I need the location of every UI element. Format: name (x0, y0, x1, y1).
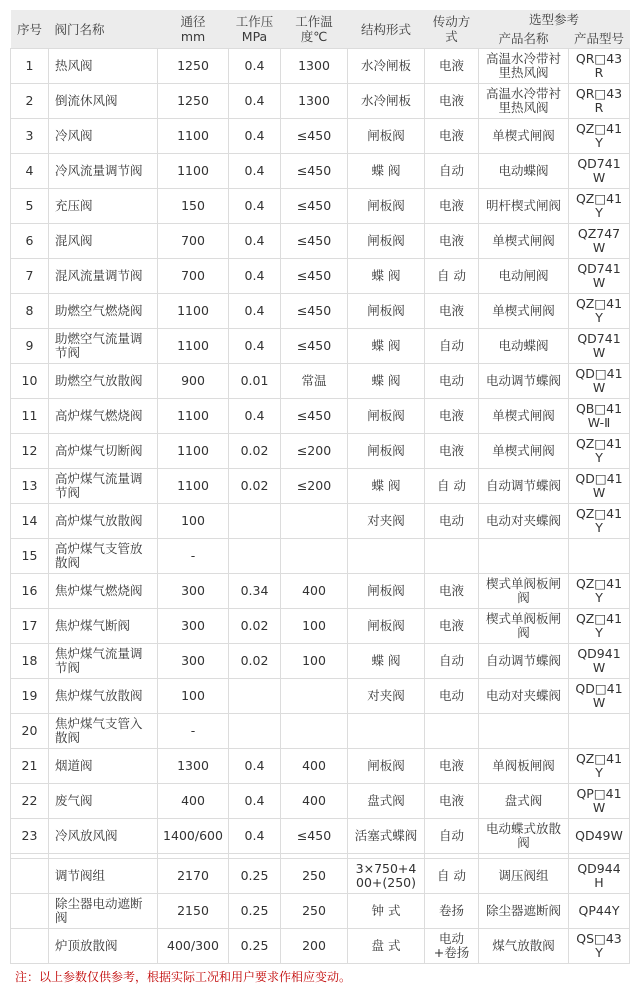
table-cell: 盘式阀 (479, 784, 569, 819)
table-cell: 对夹阀 (348, 504, 425, 539)
table-cell: 0.4 (229, 819, 281, 854)
table-cell: 闸板阀 (348, 609, 425, 644)
table-cell: QD49W (569, 819, 630, 854)
table-cell: 高炉煤气切断阀 (49, 434, 158, 469)
table-cell: QR□43R (569, 49, 630, 84)
table-cell: 1100 (158, 399, 229, 434)
table-row (11, 49, 630, 84)
table-cell: 充压阀 (49, 189, 158, 224)
table-cell: 电动对夹蝶阀 (479, 679, 569, 714)
table-cell: 烟道阀 (49, 749, 158, 784)
table-cell: 助燃空气放散阀 (49, 364, 158, 399)
table-row (11, 644, 630, 679)
table-cell: 水冷闸板 (348, 49, 425, 84)
header-col-drive: 传动方式 (425, 10, 479, 49)
table-cell: 0.34 (229, 574, 281, 609)
table-cell (281, 679, 348, 714)
table-cell: 1300 (281, 84, 348, 119)
table-cell: ≤450 (281, 819, 348, 854)
table-cell: 1100 (158, 469, 229, 504)
table-cell: 自动 (425, 154, 479, 189)
table-cell: 蝶 阀 (348, 259, 425, 294)
table-cell: 自动调节蝶阀 (479, 644, 569, 679)
table-cell: 0.4 (229, 329, 281, 364)
table-cell: QD□41W (569, 679, 630, 714)
table-cell: 700 (158, 224, 229, 259)
table-cell: 100 (158, 679, 229, 714)
table-cell: 钟 式 (348, 894, 425, 929)
table-row (11, 329, 630, 364)
table-cell: QS□43Y (569, 929, 630, 964)
table-cell: QB□41W-Ⅱ (569, 399, 630, 434)
table-cell: 高温水冷带衬里热风阀 (479, 49, 569, 84)
table-cell: 冷风放风阀 (49, 819, 158, 854)
table-cell: 电液 (425, 434, 479, 469)
table-cell: 100 (281, 609, 348, 644)
table-cell: QZ□41Y (569, 749, 630, 784)
table-row (11, 259, 630, 294)
table-cell: 0.4 (229, 84, 281, 119)
table-cell: 20 (11, 714, 49, 749)
table-cell: ≤450 (281, 154, 348, 189)
table-cell: 0.4 (229, 259, 281, 294)
table-cell: 1400/600 (158, 819, 229, 854)
table-cell (281, 504, 348, 539)
header-col-name: 阀门名称 (49, 10, 158, 49)
table-cell: 0.4 (229, 294, 281, 329)
table-row (11, 609, 630, 644)
table-cell: 150 (158, 189, 229, 224)
table-cell (11, 929, 49, 964)
table-cell: 蝶 阀 (348, 469, 425, 504)
table-cell: 0.25 (229, 859, 281, 894)
table-cell: 400 (281, 784, 348, 819)
table-cell: 电动蝶阀 (479, 154, 569, 189)
table-cell: 电动 (425, 504, 479, 539)
table-cell: 电动蝶阀 (479, 329, 569, 364)
table-cell: 单阀板闸阀 (479, 749, 569, 784)
table-cell (229, 504, 281, 539)
header-col-no: 序号 (11, 10, 49, 49)
table-cell: 16 (11, 574, 49, 609)
table-cell: 电液 (425, 609, 479, 644)
table-cell: 电液 (425, 119, 479, 154)
table-cell: 电动 (425, 364, 479, 399)
table-row (11, 434, 630, 469)
table-cell: 0.4 (229, 189, 281, 224)
table-cell: 煤气放散阀 (479, 929, 569, 964)
header-col-product-model: 产品型号 (569, 29, 630, 49)
table-cell: 8 (11, 294, 49, 329)
table-cell: 12 (11, 434, 49, 469)
table-cell: 高炉煤气燃烧阀 (49, 399, 158, 434)
table-cell: 13 (11, 469, 49, 504)
table-cell: 常温 (281, 364, 348, 399)
table-row (11, 714, 630, 749)
table-cell: 1300 (281, 49, 348, 84)
table-cell: 1300 (158, 749, 229, 784)
table-cell: 焦炉煤气放散阀 (49, 679, 158, 714)
table-cell: 11 (11, 399, 49, 434)
table-cell: QZ□41Y (569, 434, 630, 469)
table-cell: 14 (11, 504, 49, 539)
table-row (11, 189, 630, 224)
table-cell: 单楔式闸阀 (479, 224, 569, 259)
table-cell (229, 539, 281, 574)
table-row (11, 894, 630, 929)
table-cell: 电液 (425, 224, 479, 259)
table-cell: 0.4 (229, 154, 281, 189)
table-cell: 自动调节蝶阀 (479, 469, 569, 504)
table-cell: 0.02 (229, 469, 281, 504)
table-cell: 100 (281, 644, 348, 679)
table-cell: QD741W (569, 329, 630, 364)
table-row (11, 859, 630, 894)
table-cell: 18 (11, 644, 49, 679)
table-cell (229, 679, 281, 714)
table-cell: 1100 (158, 434, 229, 469)
table-cell: 焦炉煤气燃烧阀 (49, 574, 158, 609)
table-cell: 电动对夹蝶阀 (479, 504, 569, 539)
table-cell: 助燃空气流量调节阀 (49, 329, 158, 364)
table-cell: 水冷闸板 (348, 84, 425, 119)
table-cell: 盘式阀 (348, 784, 425, 819)
header-col-product-name: 产品名称 (479, 29, 569, 49)
table-cell: ≤450 (281, 399, 348, 434)
table-cell: 倒流休风阀 (49, 84, 158, 119)
table-cell: 高炉煤气支管放散阀 (49, 539, 158, 574)
table-cell (348, 714, 425, 749)
table-cell: 电液 (425, 84, 479, 119)
table-cell: 0.02 (229, 644, 281, 679)
table-cell: QD941W (569, 644, 630, 679)
table-cell: 电动+卷扬 (425, 929, 479, 964)
table-cell: 2170 (158, 859, 229, 894)
table-cell: QZ747W (569, 224, 630, 259)
table-row (11, 154, 630, 189)
table-cell: 0.4 (229, 784, 281, 819)
table-cell: 自 动 (425, 259, 479, 294)
table-cell: 除尘器遮断阀 (479, 894, 569, 929)
table-cell: ≤450 (281, 189, 348, 224)
table-cell: 0.02 (229, 434, 281, 469)
table-cell (569, 714, 630, 749)
table-cell: 自 动 (425, 859, 479, 894)
table-cell: QD□41W (569, 364, 630, 399)
table-cell: 19 (11, 679, 49, 714)
table-cell: 废气阀 (49, 784, 158, 819)
table-cell: 自动 (425, 329, 479, 364)
table-cell: 单楔式闸阀 (479, 434, 569, 469)
header-col-diameter: 通径 mm (158, 10, 229, 49)
table-cell: 高温水冷带衬里热风阀 (479, 84, 569, 119)
table-cell: 21 (11, 749, 49, 784)
table-cell (281, 539, 348, 574)
valve-spec-table (10, 10, 630, 964)
table-cell: 0.4 (229, 749, 281, 784)
table-cell: 1100 (158, 119, 229, 154)
table-row (11, 364, 630, 399)
table-row (11, 539, 630, 574)
table-cell: 除尘器电动遮断阀 (49, 894, 158, 929)
table-row (11, 469, 630, 504)
table-cell: 焦炉煤气断阀 (49, 609, 158, 644)
table-cell: 闸板阀 (348, 294, 425, 329)
table-cell: 电液 (425, 574, 479, 609)
table-cell: QR□43R (569, 84, 630, 119)
table-cell: 9 (11, 329, 49, 364)
table-cell: ≤450 (281, 329, 348, 364)
table-row (11, 749, 630, 784)
table-cell: QZ□41Y (569, 119, 630, 154)
table-cell: 混风流量调节阀 (49, 259, 158, 294)
table-cell: 3×750+400+(250) (348, 859, 425, 894)
table-cell: QP44Y (569, 894, 630, 929)
table-cell (479, 539, 569, 574)
table-cell: ≤450 (281, 294, 348, 329)
table-cell: 闸板阀 (348, 749, 425, 784)
table-cell: 200 (281, 929, 348, 964)
table-cell: 高炉煤气流量调节阀 (49, 469, 158, 504)
table-cell: 单楔式闸阀 (479, 294, 569, 329)
table-row (11, 119, 630, 154)
table-cell: QZ□41Y (569, 294, 630, 329)
table-cell: QZ□41Y (569, 609, 630, 644)
table-row (11, 294, 630, 329)
table-cell: 300 (158, 574, 229, 609)
table-cell: 闸板阀 (348, 574, 425, 609)
table-cell: 炉顶放散阀 (49, 929, 158, 964)
table-cell: 15 (11, 539, 49, 574)
table-cell: 冷风阀 (49, 119, 158, 154)
table-cell: 蝶 阀 (348, 644, 425, 679)
table-cell: 焦炉煤气流量调节阀 (49, 644, 158, 679)
table-cell: 蝶 阀 (348, 329, 425, 364)
table-cell: 1100 (158, 329, 229, 364)
table-cell: 300 (158, 644, 229, 679)
table-cell: 0.4 (229, 49, 281, 84)
table-cell (425, 714, 479, 749)
table-row (11, 504, 630, 539)
table-cell (11, 859, 49, 894)
table-cell: 5 (11, 189, 49, 224)
table-cell: QZ□41Y (569, 189, 630, 224)
table-row (11, 574, 630, 609)
table-cell: 400 (158, 784, 229, 819)
table-cell: 100 (158, 504, 229, 539)
table-cell: 对夹阀 (348, 679, 425, 714)
table-cell: 自动 (425, 644, 479, 679)
table-cell: 单楔式闸阀 (479, 399, 569, 434)
table-cell: 7 (11, 259, 49, 294)
table-cell: QD741W (569, 154, 630, 189)
table-cell: 10 (11, 364, 49, 399)
table-cell (569, 539, 630, 574)
table-row (11, 929, 630, 964)
table-cell: 电动闸阀 (479, 259, 569, 294)
table-row (11, 784, 630, 819)
table-cell: 闸板阀 (348, 119, 425, 154)
table-cell: 电动蝶式放散阀 (479, 819, 569, 854)
table-cell: ≤450 (281, 119, 348, 154)
table-cell: 蝶 阀 (348, 364, 425, 399)
table-cell: 活塞式蝶阀 (348, 819, 425, 854)
table-cell: 楔式单阀板闸阀 (479, 574, 569, 609)
table-cell: 电液 (425, 49, 479, 84)
table-cell (229, 714, 281, 749)
table-cell: 0.25 (229, 929, 281, 964)
header-col-pressure: 工作压 MPa (229, 10, 281, 49)
table-row (11, 679, 630, 714)
table-cell: 0.25 (229, 894, 281, 929)
table-cell: 1250 (158, 49, 229, 84)
table-cell: 调压阀组 (479, 859, 569, 894)
table-cell: 3 (11, 119, 49, 154)
table-cell: 700 (158, 259, 229, 294)
table-cell: ≤200 (281, 469, 348, 504)
header-col-temperature: 工作温 度℃ (281, 10, 348, 49)
table-row (11, 819, 630, 854)
table-cell: 热风阀 (49, 49, 158, 84)
table-cell: 2150 (158, 894, 229, 929)
table-cell: 盘 式 (348, 929, 425, 964)
table-cell: ≤450 (281, 224, 348, 259)
table-cell (281, 714, 348, 749)
table-cell: 2 (11, 84, 49, 119)
table-cell: 闸板阀 (348, 189, 425, 224)
table-cell: 混风阀 (49, 224, 158, 259)
table-cell: 卷扬 (425, 894, 479, 929)
table-cell: 1 (11, 49, 49, 84)
table-cell: 单楔式闸阀 (479, 119, 569, 154)
table-cell: QD944H (569, 859, 630, 894)
table-cell: 400 (281, 749, 348, 784)
table-cell: 电液 (425, 749, 479, 784)
header-row-top (11, 10, 630, 29)
table-cell: 300 (158, 609, 229, 644)
table-cell (11, 894, 49, 929)
table-cell: 0.01 (229, 364, 281, 399)
table-cell: 楔式单阀板闸阀 (479, 609, 569, 644)
table-cell: 自动 (425, 819, 479, 854)
table-row (11, 84, 630, 119)
header-col-selection: 选型参考 (479, 10, 630, 29)
table-cell: 0.4 (229, 224, 281, 259)
table-cell: 22 (11, 784, 49, 819)
table-cell: 250 (281, 859, 348, 894)
table-cell: 闸板阀 (348, 224, 425, 259)
table-cell: 焦炉煤气支管入散阀 (49, 714, 158, 749)
table-cell: 0.02 (229, 609, 281, 644)
table-cell: 电液 (425, 189, 479, 224)
table-cell: 电液 (425, 784, 479, 819)
table-body (11, 49, 630, 964)
table-cell: QD741W (569, 259, 630, 294)
table-cell: 400/300 (158, 929, 229, 964)
table-cell: QP□41W (569, 784, 630, 819)
table-cell: 助燃空气燃烧阀 (49, 294, 158, 329)
table-cell: 自 动 (425, 469, 479, 504)
table-header (11, 10, 630, 49)
table-cell: 电动调节蝶阀 (479, 364, 569, 399)
table-cell: 蝶 阀 (348, 154, 425, 189)
table-cell (348, 539, 425, 574)
table-cell (425, 539, 479, 574)
table-cell: ≤200 (281, 434, 348, 469)
table-row (11, 399, 630, 434)
table-cell: 调节阀组 (49, 859, 158, 894)
table-cell: 4 (11, 154, 49, 189)
table-row (11, 224, 630, 259)
table-cell: 900 (158, 364, 229, 399)
table-cell: 电液 (425, 399, 479, 434)
table-cell: 250 (281, 894, 348, 929)
table-cell: ≤450 (281, 259, 348, 294)
table-cell: 17 (11, 609, 49, 644)
table-cell: 1100 (158, 154, 229, 189)
table-cell: 400 (281, 574, 348, 609)
table-cell: 明杆楔式闸阀 (479, 189, 569, 224)
table-cell: 电动 (425, 679, 479, 714)
table-cell: QD□41W (569, 469, 630, 504)
table-cell: 闸板阀 (348, 399, 425, 434)
footnote: 注：以上参数仅供参考，根据实际工况和用户要求作相应变动。 (15, 970, 352, 984)
table-cell: - (158, 714, 229, 749)
table-cell: 23 (11, 819, 49, 854)
table-cell: 0.4 (229, 119, 281, 154)
table-cell: QZ□41Y (569, 504, 630, 539)
table-cell: 1100 (158, 294, 229, 329)
table-cell: 高炉煤气放散阀 (49, 504, 158, 539)
table-cell: - (158, 539, 229, 574)
table-cell: 1250 (158, 84, 229, 119)
table-cell: 6 (11, 224, 49, 259)
header-col-structure: 结构形式 (348, 10, 425, 49)
table-cell: 冷风流量调节阀 (49, 154, 158, 189)
table-cell: 电液 (425, 294, 479, 329)
table-cell: 0.4 (229, 399, 281, 434)
table-cell: 闸板阀 (348, 434, 425, 469)
table-cell (479, 714, 569, 749)
table-cell: QZ□41Y (569, 574, 630, 609)
